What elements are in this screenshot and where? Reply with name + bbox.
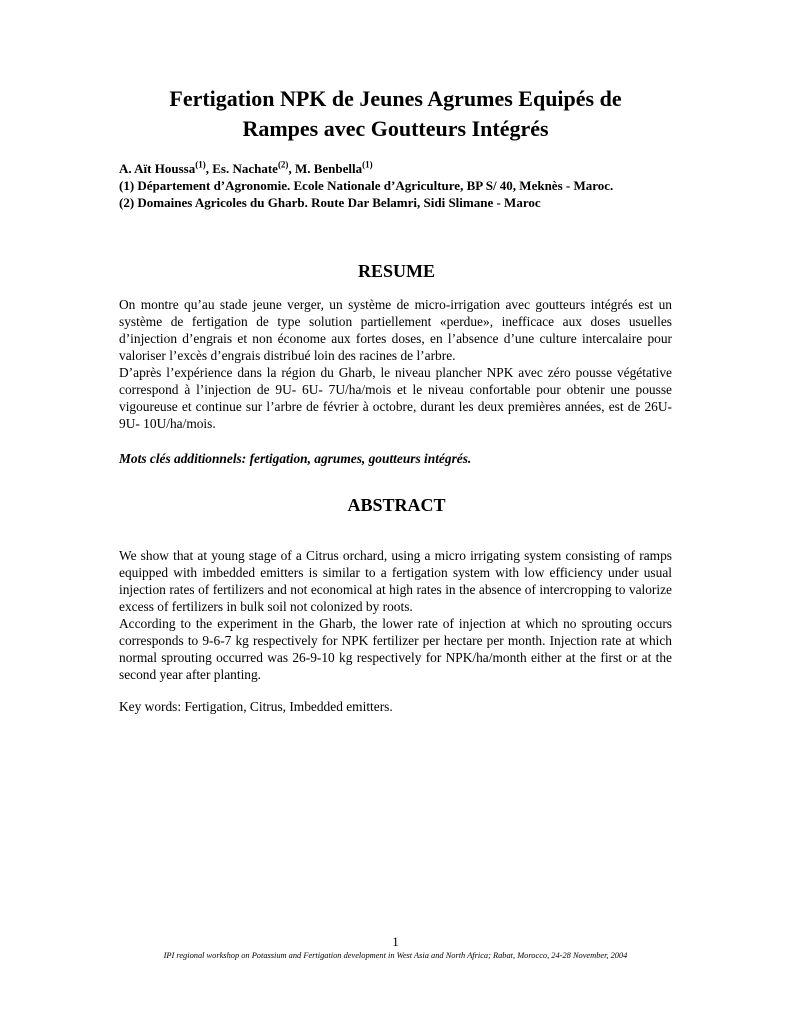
paper-title (100, 84, 691, 144)
abstract-heading: ABSTRACT (347, 495, 446, 515)
author-2-affiliation-marker: (2) (277, 159, 289, 170)
abstract-paragraph-2: According to the experiment in the Gharb, the lower rate of injection at which no sprouting occurs corresponds to 9-6-7 kg respectively for NPK fertilizer per hectare per month. Injection rate at which normal sprouting occurred was 26-9-10 kg respectively for NPK/ha/month either at the first or at the second year after planting. (119, 616, 672, 682)
author-separator: , (288, 161, 295, 176)
author-3-name: M. Benbella (294, 161, 363, 176)
resume-paragraph-1: On montre qu’au stade jeune verger, un système de micro-irrigation avec goutteurs intégrés est un système de fertigation de type solution partiellement «perdue», inefficace aux doses usuelles d’injection d’engrais et non économe aux fortes doses, en l’absence d’une culture intercalaire pour valoriser l’excès d’engrais distribué loin des racines de l’arbre. (119, 297, 672, 363)
affiliation-1: (1) Département d’Agronomie. Ecole Nationale d’Agriculture, BP S/ 40, Meknès - Maroc. (119, 178, 614, 193)
abstract-paragraph-1: We show that at young stage of a Citrus orchard, using a micro irrigating system consisting of ramps equipped with imbedded emitters is similar to a fertigation system with low efficiency under usual injection rates of fertilizers and not economical at high rates in the absence of intercropping to valorize excess of fertilizers in bulk soil not colonized by roots. (119, 548, 672, 614)
page-footer: IPI regional workshop on Potassium and Fertigation development in West Asia and North Africa; Rabat, Morocco, 24-28 November, 2004 (163, 951, 628, 960)
author-3-affiliation-marker: (1) (362, 159, 373, 170)
author-separator: , (205, 161, 213, 176)
affiliation-2: (2) Domaines Agricoles du Gharb. Route Dar Belamri, Sidi Slimane - Maroc (119, 195, 541, 210)
abstract-body (119, 547, 672, 683)
resume-keywords: Mots clés additionnels: fertigation, agrumes, goutteurs intégrés. (119, 451, 472, 466)
author-1-affiliation-marker: (1) (195, 159, 206, 170)
page-number: 1 (392, 934, 399, 949)
resume-heading: RESUME (357, 261, 435, 281)
abstract-keywords: Key words: Fertigation, Citrus, Imbedded emitters. (119, 699, 393, 714)
author-list (119, 160, 674, 177)
title-line-2: Rampes avec Goutteurs Intégrés (242, 116, 549, 141)
resume-body (119, 296, 672, 432)
resume-paragraph-2: D’après l’expérience dans la région du Gharb, le niveau plancher NPK avec zéro pousse végétative correspond à l’injection de 9U- 6U- 7U/ha/mois et le niveau confortable pour obtenir une pousse vigoureuse et continue sur l’arbre de février à octobre, durant les deux premières années, est de 26U- 9U- 10U/ha/mois. (119, 365, 672, 431)
authors-block (119, 160, 674, 211)
author-1-name: A. Aït Houssa (119, 161, 196, 176)
title-line-1: Fertigation NPK de Jeunes Agrumes Equipés de (169, 86, 622, 111)
author-2-name: Es. Nachate (212, 161, 278, 176)
